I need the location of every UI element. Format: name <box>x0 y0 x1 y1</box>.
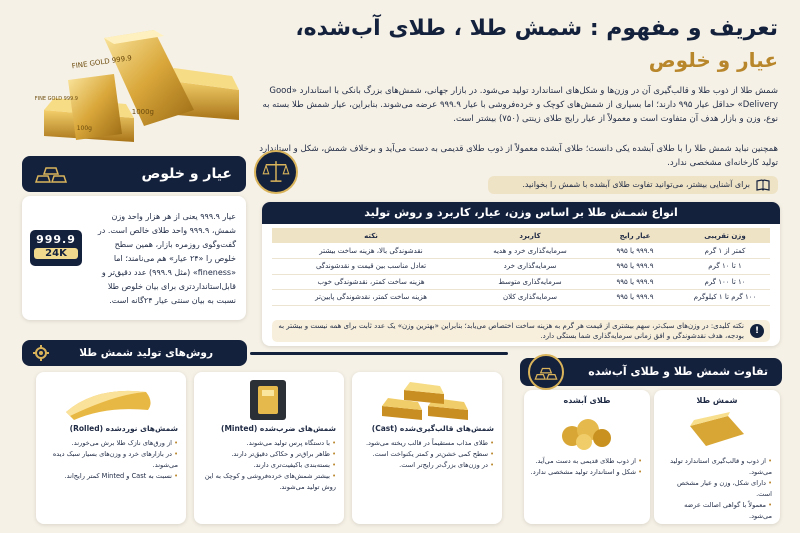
table-cell: ۱۰ تا ۱۰۰ گرم <box>680 274 770 290</box>
table-row <box>272 290 770 306</box>
table-cell: سرمایه‌گذاری خرد و هدیه <box>470 243 590 259</box>
table-row <box>272 274 770 290</box>
gold-bars-badge-icon <box>528 354 564 390</box>
divider <box>250 352 508 355</box>
method-card-minted <box>194 372 344 524</box>
hero-bar-big-weight: 1000g <box>131 108 154 116</box>
table-row <box>272 243 770 259</box>
key-note <box>272 320 770 342</box>
gold-bar-types-table <box>272 228 770 306</box>
method-title: شمش‌های ضرب‌شده (Minted) <box>221 424 336 433</box>
method-list <box>44 438 178 482</box>
methods-header <box>22 340 247 366</box>
compare-header-title: تفاوت شمش طلا و طلای آب‌شده <box>588 365 768 378</box>
table-cell: ۹۹۹.۹ یا ۹۹۵ <box>590 290 680 306</box>
minted-bar-image <box>214 376 324 422</box>
method-card-rolled <box>36 372 186 524</box>
list-item: • بیشتر شمش‌های خرده‌فروشی و کوچک به این روش تولید می‌شوند. <box>202 471 336 493</box>
table-cell: هزینه ساخت کمتر، نقدشوندگی خوب <box>272 274 470 290</box>
compare-card-bar <box>654 390 780 524</box>
compare-list <box>530 456 642 478</box>
method-title: شمش‌های قالب‌گیری‌شده (Cast) <box>371 424 494 433</box>
hero-bar-big-label: FINE GOLD 999.9 <box>71 54 133 71</box>
table-cell: تعادل مناسب بین قیمت و نقدشوندگی <box>272 259 470 275</box>
tip-text: برای آشنایی بیشتر، می‌توانید تفاوت طلای آبشده با شمش را بخوانید. <box>522 180 750 189</box>
table-header-cell: وزن تقریبی <box>680 228 770 243</box>
list-item: • با دستگاه پرس تولید می‌شوند. <box>202 438 336 449</box>
gold-bars-hero-image <box>14 10 254 150</box>
gold-bar-types-table-card <box>262 202 780 346</box>
purity-text: عیار ۹۹۹.۹ یعنی از هر هزار واحد وزن شمش، ۹۹۹.۹ واحد طلای خالص است. در گفت‌وگوی روزمره بازار، همین سطح خلوص را «۲۴ عیار» هم می‌نامند؛ اما «fineness» (مثل ۹۹۹.۹) عدد دقیق‌تر و قابل‌استانداردتری برای بیان خلوص طلا نسبت به بیان سنتی عیار ۲۴گانه است. <box>97 212 236 305</box>
purity-badge <box>30 230 82 266</box>
scale-icon <box>254 150 298 194</box>
compare-card-title: طلای آبشده <box>563 396 611 405</box>
title-block <box>258 14 778 74</box>
purity-badge-karat: 24K <box>34 248 78 259</box>
list-item: • در بازارهای خرد و وزن‌های بسیار سبک دیده می‌شوند. <box>44 449 178 471</box>
table-cell: ۹۹۹.۹ یا ۹۹۵ <box>590 259 680 275</box>
method-title: شمش‌های نوردشده (Rolled) <box>69 424 178 433</box>
table-header-row <box>272 228 770 243</box>
cast-bars-image <box>372 376 482 422</box>
intro-paragraph-2: همچنین نباید شمش طلا را با طلای آبشده یکی دانست؛ طلای آبشده معمولاً از ذوب طلای قدیمی به دست می‌آید و برخلاف شمش، شکل و استاندارد تولید کارخانه‌ای مشخصی ندارد. <box>259 144 778 168</box>
table-header-cell: کاربرد <box>470 228 590 243</box>
purity-header-title: عیار و خلوص <box>141 166 232 182</box>
method-list <box>202 438 336 493</box>
table-cell: نقدشوندگی بالا، هزینه ساخت بیشتر <box>272 243 470 259</box>
table-cell: ۹۹۹.۹ یا ۹۹۵ <box>590 243 680 259</box>
page-subtitle: عیار و خلوص <box>648 48 778 72</box>
table-cell: ۱ تا ۱۰ گرم <box>680 259 770 275</box>
purity-header <box>22 156 246 192</box>
rolled-sheet-image <box>56 376 166 422</box>
page-title: تعریف و مفهوم : شمش طلا ، طلای آب‌شده، <box>295 16 778 41</box>
purity-card <box>22 196 246 320</box>
hero-bar-small-weight: 100g <box>76 125 92 132</box>
list-item: • سطح کمی خشن‌تر و کمتر یکنواخت است. <box>360 449 494 460</box>
table-cell: سرمایه‌گذاری خرد <box>470 259 590 275</box>
table-cell: سرمایه‌گذاری کلان <box>470 290 590 306</box>
hero-bar-small-label: FINE GOLD 999.9 <box>34 96 78 102</box>
list-item: • دارای شکل، وزن و عیار مشخص است. <box>660 478 772 500</box>
compare-card-melted <box>524 390 650 524</box>
table-cell: ۱۰۰ گرم تا ۱ کیلوگرم <box>680 290 770 306</box>
table-row <box>272 259 770 275</box>
table-cell: هزینه ساخت کمتر، نقدشوندگی پایین‌تر <box>272 290 470 306</box>
list-item: • در وزن‌های بزرگ‌تر رایج‌تر است. <box>360 460 494 471</box>
table-header-cell: نکته <box>272 228 470 243</box>
tip-link[interactable] <box>488 176 778 194</box>
compare-list <box>660 456 772 522</box>
gear-icon <box>32 344 50 362</box>
compare-card-title: شمش طلا <box>696 396 738 405</box>
table-header-cell: عیار رایج <box>590 228 680 243</box>
gold-bars-icon <box>32 162 72 186</box>
key-note-text: نکته کلیدی: در وزن‌های سبک‌تر، سهم بیشتری از قیمت هر گرم به هزینه ساخت اختصاص می‌یابد؛ بنابراین «بهترین وزن» یک عدد ثابت برای همه نیست و بیشتر به بودجه، هدف نقدشوندگی و افق زمانی سرمایه‌گذاری شما بستگی دارد. <box>278 322 744 340</box>
method-card-cast <box>352 372 502 524</box>
method-list <box>360 438 494 471</box>
list-item: • ظاهر براق‌تر و حکاکی دقیق‌تر دارند. <box>202 449 336 460</box>
list-item: • شکل و استاندارد تولید مشخصی ندارد. <box>530 467 642 478</box>
table-cell: کمتر از ۱ گرم <box>680 243 770 259</box>
table-title: انواع شمـش طلا بر اساس وزن، عیار، کاربرد و روش تولید <box>262 202 780 224</box>
list-item: • از ذوب و قالب‌گیری استاندارد تولید می‌شود. <box>660 456 772 478</box>
melted-gold-image <box>554 408 620 452</box>
book-icon <box>756 179 770 191</box>
table-cell: سرمایه‌گذاری متوسط <box>470 274 590 290</box>
exclamation-icon: ! <box>750 324 764 338</box>
list-item: • بسته‌بندی باکیفیت‌تری دارند. <box>202 460 336 471</box>
methods-header-title: روش‌های تولید شمش طلا <box>79 347 213 359</box>
list-item: • طلای مذاب مستقیماً در قالب ریخته می‌شود. <box>360 438 494 449</box>
purity-badge-value: 999.9 <box>36 233 76 246</box>
list-item: • از ذوب طلای قدیمی به دست می‌آید. <box>530 456 642 467</box>
list-item: • نسبت به Cast و Minted کمتر رایج‌اند. <box>44 471 178 482</box>
gold-bar-image <box>684 408 750 452</box>
list-item: • از ورق‌های نازک طلا برش می‌خورند. <box>44 438 178 449</box>
table-cell: ۹۹۹.۹ یا ۹۹۵ <box>590 274 680 290</box>
list-item: • معمولاً با گواهی اصالت عرضه می‌شود. <box>660 500 772 522</box>
intro-paragraph: شمش طلا از ذوب طلا و قالب‌گیری آن در وزن‌ها و شکل‌های استاندارد تولید می‌شود. در بازار جهانی، شمش‌های بزرگ بانکی با استاندارد «Good Delivery» حداقل عیار ۹۹۵ دارند؛ اما بسیاری از شمش‌های کوچک و خرده‌فروشی با عیار ۹۹۹.۹ عرضه می‌شوند. بنابراین، عیار شمش طلا بسته به نوع، وزن و بازار هدف آن متفاوت است و معمولاً از عیار رایج طلای زینتی (۷۵۰) بیشتر است. <box>262 86 778 124</box>
